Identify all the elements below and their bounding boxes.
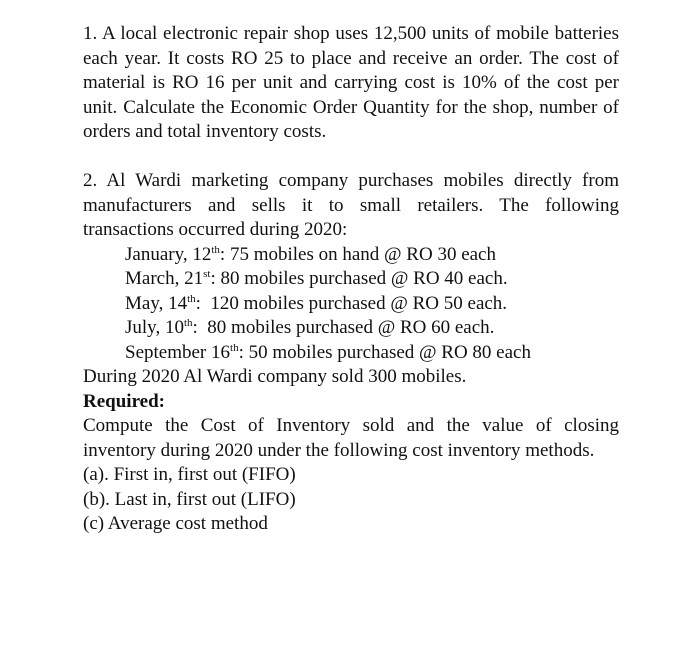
- transaction-date: September 16: [125, 341, 231, 363]
- date-suffix: th: [211, 243, 220, 256]
- method-item-fifo: (a). First in, first out (FIFO): [83, 464, 296, 485]
- transaction-item: [125, 316, 619, 341]
- transaction-list: [83, 243, 619, 366]
- transaction-date: July, 10: [125, 317, 184, 338]
- required-text: Compute the Cost of Inventory sold and the value of closing inventory during 2020 under the following cost inventory methods.: [83, 415, 619, 461]
- transaction-detail: : 80 mobiles purchased @ RO 60 each.: [192, 317, 495, 338]
- date-suffix: st: [203, 268, 211, 280]
- transaction-item: [125, 292, 619, 317]
- transaction-date: January, 12: [125, 243, 212, 265]
- method-item-lifo: (b). Last in, first out (LIFO): [83, 488, 296, 510]
- transaction-item: [125, 341, 619, 366]
- transaction-detail: : 120 mobiles purchased @ RO 50 each.: [195, 292, 508, 314]
- paragraph-gap: [83, 145, 619, 170]
- date-suffix: th: [230, 341, 239, 354]
- transaction-item: [125, 267, 619, 292]
- question-2-intro: 2. Al Wardi marketing company purchases mobiles directly from manufacturers and sells it to small retailers. The following transactions occurred during 2020:: [83, 170, 619, 240]
- sold-summary: During 2020 Al Wardi company sold 300 mobiles.: [83, 366, 467, 387]
- required-heading: Required:: [83, 390, 165, 412]
- transaction-detail: : 80 mobiles purchased @ RO 40 each.: [210, 268, 508, 289]
- method-item-average: (c) Average cost method: [83, 513, 268, 534]
- transaction-date: May, 14: [125, 292, 188, 314]
- date-suffix: th: [187, 292, 196, 305]
- document-body: [83, 22, 619, 537]
- question-1-text: 1. A local electronic repair shop uses 12,500 units of mobile batteries each year. It costs RO 25 to place and receive an order. The cost of material is RO 16 per unit and carrying cost is 10% of the cost per unit. Calculate the Economic Order Quantity for the shop, number of orders and total inventory costs.: [83, 23, 619, 142]
- transaction-detail: : 75 mobiles on hand @ RO 30 each: [219, 243, 496, 265]
- transaction-detail: : 50 mobiles purchased @ RO 80 each: [238, 341, 531, 363]
- transaction-date: March, 21: [125, 268, 204, 289]
- transaction-item: [125, 243, 619, 268]
- date-suffix: th: [183, 317, 193, 329]
